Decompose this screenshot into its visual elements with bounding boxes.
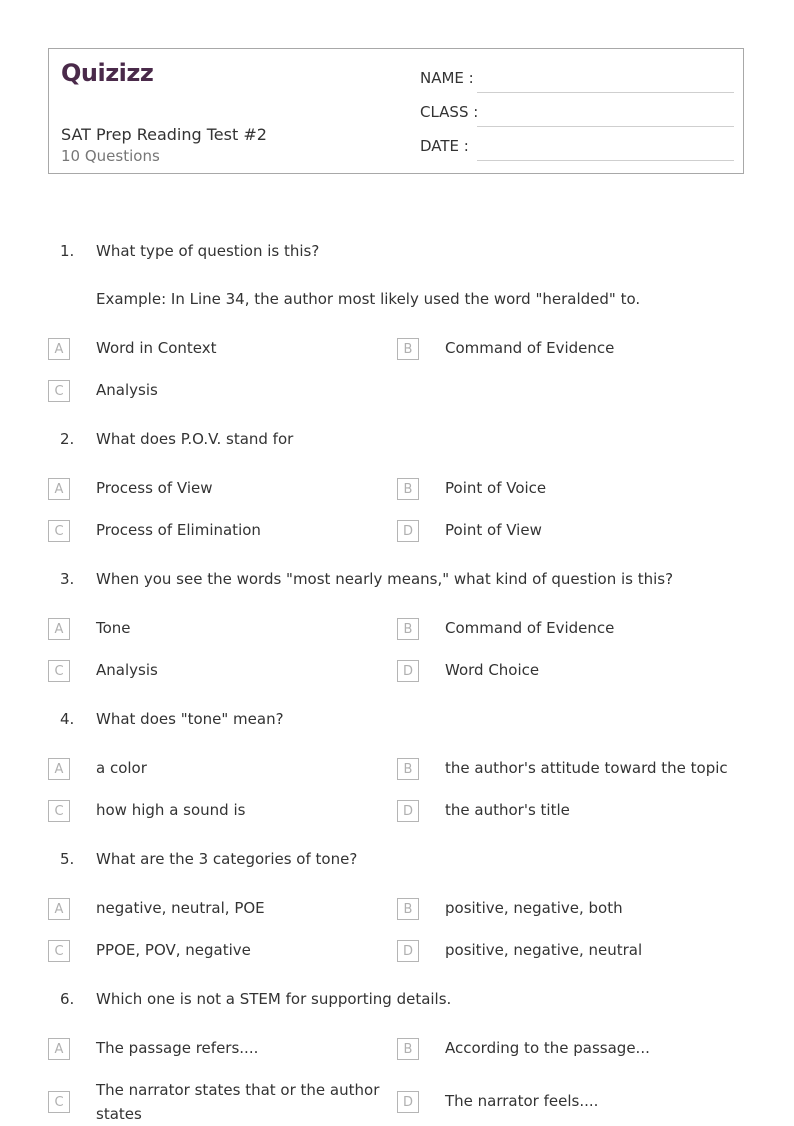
question-text: When you see the words "most nearly means," what kind of question is this?	[96, 570, 674, 588]
option-letter-box[interactable]: A	[48, 1038, 70, 1060]
option-text: Point of View	[445, 521, 542, 539]
question-number: 6.	[60, 990, 75, 1008]
option-text: The passage refers....	[96, 1039, 259, 1057]
option-letter-box[interactable]: B	[397, 338, 419, 360]
option-text: Word Choice	[445, 661, 540, 679]
option-text: Point of Voice	[445, 479, 547, 497]
worksheet-header	[48, 48, 744, 174]
option-letter-box[interactable]: C	[48, 800, 70, 822]
question-text: What type of question is this?	[96, 242, 320, 260]
option-text: The narrator feels....	[445, 1092, 599, 1110]
option-letter-box[interactable]: B	[397, 898, 419, 920]
option-text: PPOE, POV, negative	[96, 941, 251, 959]
option-text: According to the passage...	[445, 1039, 650, 1057]
option-letter-box[interactable]: C	[48, 380, 70, 402]
question-number: 4.	[60, 710, 75, 728]
option-text: positive, negative, neutral	[445, 941, 643, 959]
option-text: the author's title	[445, 801, 570, 819]
question-number: 3.	[60, 570, 75, 588]
option-letter-box[interactable]: B	[397, 1038, 419, 1060]
option-letter-box[interactable]: C	[48, 520, 70, 542]
option-letter-box[interactable]: B	[397, 618, 419, 640]
quizizz-logo: Quizizz	[61, 59, 154, 87]
question-number: 2.	[60, 430, 75, 448]
option-letter-box[interactable]: A	[48, 758, 70, 780]
option-letter-box[interactable]: D	[397, 800, 419, 822]
option-letter-box[interactable]: B	[397, 758, 419, 780]
name-field[interactable]	[420, 69, 734, 93]
option-text: Word in Context	[96, 339, 217, 357]
option-text: Process of Elimination	[96, 521, 261, 539]
date-line[interactable]	[477, 160, 734, 161]
option-letter-box[interactable]: D	[397, 1091, 419, 1113]
date-field[interactable]	[420, 137, 734, 161]
option-text: positive, negative, both	[445, 899, 623, 917]
question-text: Which one is not a STEM for supporting details.	[96, 990, 452, 1008]
question-example: Example: In Line 34, the author most likely used the word "heralded" to.	[96, 290, 641, 308]
date-label: DATE :	[420, 137, 469, 155]
option-letter-box[interactable]: A	[48, 478, 70, 500]
option-text: Command of Evidence	[445, 339, 615, 357]
option-letter-box[interactable]: A	[48, 618, 70, 640]
option-letter-box[interactable]: B	[397, 478, 419, 500]
test-title: SAT Prep Reading Test #2	[61, 125, 267, 144]
option-text: the author's attitude toward the topic	[445, 759, 728, 777]
option-letter-box[interactable]: D	[397, 940, 419, 962]
option-text: how high a sound is	[96, 801, 246, 819]
option-letter-box[interactable]: D	[397, 520, 419, 542]
question-text: What does "tone" mean?	[96, 710, 284, 728]
question-text: What are the 3 categories of tone?	[96, 850, 358, 868]
question-text: What does P.O.V. stand for	[96, 430, 294, 448]
option-letter-box[interactable]: C	[48, 660, 70, 682]
option-letter-box[interactable]: D	[397, 660, 419, 682]
name-label: NAME :	[420, 69, 474, 87]
question-number: 5.	[60, 850, 75, 868]
class-line[interactable]	[477, 126, 734, 127]
option-text: negative, neutral, POE	[96, 899, 265, 917]
option-letter-box[interactable]: C	[48, 1091, 70, 1113]
option-letter-box[interactable]: A	[48, 898, 70, 920]
question-count: 10 Questions	[61, 147, 160, 165]
option-text: Process of View	[96, 479, 213, 497]
name-line[interactable]	[477, 92, 734, 93]
option-text: Command of Evidence	[445, 619, 615, 637]
option-text: Tone	[96, 619, 131, 637]
option-letter-box[interactable]: A	[48, 338, 70, 360]
class-field[interactable]	[420, 103, 734, 127]
option-text: Analysis	[96, 381, 158, 399]
option-text: a color	[96, 759, 147, 777]
option-text: Analysis	[96, 661, 158, 679]
question-number: 1.	[60, 242, 75, 260]
class-label: CLASS :	[420, 103, 479, 121]
option-text: The narrator states that or the author states	[96, 1081, 380, 1123]
option-letter-box[interactable]: C	[48, 940, 70, 962]
